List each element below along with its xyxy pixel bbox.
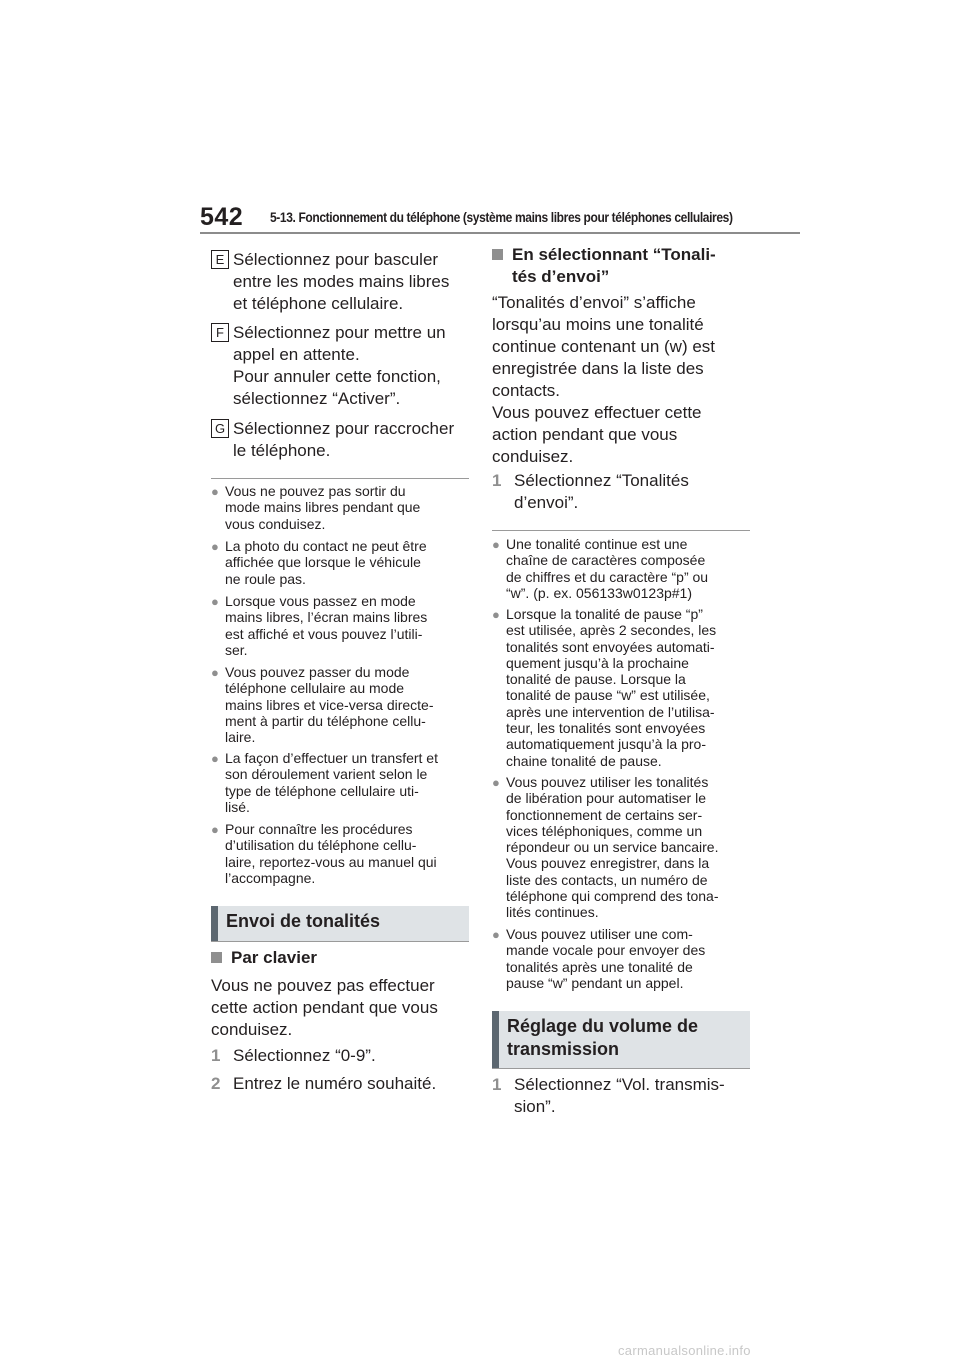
text-line: Vous pouvez passer du mode <box>225 664 410 680</box>
text-line: appel en attente. <box>233 345 360 364</box>
note-item <box>211 483 469 532</box>
text-line: La photo du contact ne peut être <box>225 538 427 554</box>
header-rule <box>200 232 800 234</box>
text-line: de chiffres et du caractère “p” ou <box>506 568 709 585</box>
step-number: 1 <box>211 1046 221 1065</box>
text-line: “Tonalités d’envoi” s’affiche <box>492 293 696 312</box>
text-line: conduisez. <box>492 447 574 466</box>
band-title-line: transmission <box>507 1039 620 1059</box>
step-number: 1 <box>492 1075 502 1094</box>
sub-heading-text: Par clavier <box>231 948 318 967</box>
letter-badge-f: F <box>211 323 229 342</box>
step-item <box>492 470 754 514</box>
text-line: liste des contacts, un numéro de <box>506 871 708 888</box>
text-line: Lorsque la tonalité de pause “p” <box>506 606 703 622</box>
text-line: conduisez. <box>211 1020 293 1039</box>
note-item <box>211 593 469 658</box>
text-line: tonalités après une tonalité de <box>506 958 693 975</box>
band-underline <box>211 941 469 942</box>
bullet-icon: ● <box>211 751 219 766</box>
text-line: lorsqu’au moins une tonalité <box>492 315 704 334</box>
item-f <box>211 322 473 414</box>
text-line: Vous ne pouvez pas sortir du <box>225 483 406 499</box>
notes-divider <box>211 478 469 479</box>
text-line: mande vocale pour envoyer des <box>506 942 706 959</box>
bullet-icon: ● <box>211 484 219 499</box>
letter-badge-e: E <box>211 250 229 269</box>
text-line: cette action pendant que vous <box>211 998 438 1017</box>
bullet-icon: ● <box>492 607 500 622</box>
text-line: téléphone cellulaire au mode <box>225 680 405 697</box>
text-line: continue contenant un (w) est <box>492 337 716 356</box>
text-line: Vous pouvez utiliser une com- <box>506 926 693 942</box>
text-line: mains libres et vice-versa directe- <box>225 696 434 713</box>
tonalites-paragraph <box>492 292 754 468</box>
text-line: vices téléphoniques, comme un <box>506 822 703 839</box>
step-item <box>211 1073 473 1095</box>
text-line: “w”. (p. ex. 056133w0123p#1) <box>506 584 692 601</box>
page-number: 542 <box>200 203 244 231</box>
item-e-text <box>233 249 473 315</box>
text-line: ne roule pas. <box>225 570 306 587</box>
text-line: Vous pouvez utiliser les tonalités <box>506 774 709 790</box>
text-line: type de téléphone cellulaire uti- <box>225 782 419 799</box>
section-band-envoi: Envoi de tonalités <box>211 906 469 941</box>
text-line: La façon d’effectuer un transfert et <box>225 750 438 766</box>
text-line: après une intervention de l’utilisa- <box>506 703 715 720</box>
section-header: 5-13. Fonctionnement du téléphone (système mains libres pour téléphones cellulaires) <box>270 209 733 225</box>
text-line: contacts. <box>492 381 561 400</box>
text-line: tonalité de pause “w” est utilisée, <box>506 687 710 704</box>
text-line: entre les modes mains libres <box>233 272 450 291</box>
text-line: Sélectionnez pour raccrocher <box>233 419 455 438</box>
item-g-text <box>233 418 473 462</box>
text-line: action pendant que vous <box>492 425 678 444</box>
text-line: Vous pouvez effectuer cette <box>492 403 702 422</box>
text-line: chaîne de caractères composée <box>506 552 706 569</box>
text-line: teur, les tonalités sont envoyées <box>506 720 706 737</box>
step-text <box>514 1074 725 1118</box>
band-underline <box>492 1068 750 1069</box>
text-line: est affiché et vous pouvez l’utili- <box>225 625 423 642</box>
text-line: Sélectionnez “Vol. transmis- <box>514 1075 725 1094</box>
watermark: carmanualsonline.info <box>618 1343 751 1358</box>
note-item <box>211 664 469 745</box>
par-clavier-paragraph <box>211 975 473 1041</box>
step-number: 1 <box>492 471 502 490</box>
text-line: lisé. <box>225 798 250 815</box>
square-bullet-icon <box>211 952 222 963</box>
text-line: Lorsque vous passez en mode <box>225 593 416 609</box>
step-number: 2 <box>211 1074 221 1093</box>
note-item <box>492 606 750 769</box>
text-line: d’utilisation du téléphone cellu- <box>225 837 417 854</box>
text-line: est utilisée, après 2 secondes, les <box>506 622 717 639</box>
bullet-icon: ● <box>492 927 500 942</box>
square-bullet-icon <box>492 249 503 260</box>
text-line: tonalité de pause. Lorsque la <box>506 671 686 688</box>
text-line: mains libres, l’écran mains libres <box>225 609 428 626</box>
text-line: tonalités sont envoyées automati- <box>506 638 715 655</box>
section-band-volume <box>492 1011 750 1068</box>
text-line: Vous pouvez enregistrer, dans la <box>506 855 710 872</box>
bullet-icon: ● <box>211 822 219 837</box>
note-item <box>492 536 750 601</box>
notes-divider <box>492 530 750 531</box>
note-item <box>492 774 750 921</box>
text-line: répondeur ou un service bancaire. <box>506 839 719 856</box>
text-line: ser. <box>225 641 248 658</box>
sub-heading-text <box>512 244 716 288</box>
text-line: Pour connaître les procédures <box>225 821 413 837</box>
bullet-icon: ● <box>211 594 219 609</box>
text-line: téléphone qui comprend des tona- <box>506 888 719 905</box>
text-line: laire, reportez-vous au manuel qui <box>225 853 437 870</box>
text-line: l’accompagne. <box>225 869 316 886</box>
letter-badge-g: G <box>211 419 229 438</box>
text-line: tés d’envoi” <box>512 267 610 286</box>
text-line: Vous ne pouvez pas effectuer <box>211 976 435 995</box>
text-line: quement jusqu’à la prochaine <box>506 654 689 671</box>
text-line: laire. <box>225 729 256 746</box>
step-text <box>514 470 689 514</box>
text-line: sélectionnez “Activer”. <box>233 389 401 408</box>
bullet-icon: ● <box>492 775 500 790</box>
step-item <box>492 1074 754 1118</box>
text-line: sion”. <box>514 1097 556 1116</box>
text-line: Sélectionnez “Tonalités <box>514 471 689 490</box>
text-line: automatiquement jusqu’à la pro- <box>506 736 707 753</box>
text-line: d’envoi”. <box>514 493 579 512</box>
bullet-icon: ● <box>211 539 219 554</box>
text-line: affichée que lorsque le véhicule <box>225 554 421 571</box>
text-line: pause “w” pendant un appel. <box>506 974 684 991</box>
item-f-text <box>233 322 473 410</box>
item-g <box>211 418 473 466</box>
text-line: Une tonalité continue est une <box>506 536 688 552</box>
step-text: Entrez le numéro souhaité. <box>233 1074 437 1093</box>
text-line: Sélectionnez pour basculer <box>233 250 439 269</box>
text-line: mode mains libres pendant que <box>225 499 421 516</box>
text-line: enregistrée dans la liste des <box>492 359 704 378</box>
text-line: ment à partir du téléphone cellu- <box>225 712 426 729</box>
text-line: Pour annuler cette fonction, <box>233 367 441 386</box>
note-item <box>211 750 469 815</box>
step-item <box>211 1045 473 1067</box>
item-e <box>211 249 473 319</box>
text-line: de libération pour automatiser le <box>506 790 707 807</box>
step-text: Sélectionnez “0-9”. <box>233 1046 376 1065</box>
text-line: En sélectionnant “Tonali- <box>512 245 716 264</box>
band-title-line: Réglage du volume de <box>507 1016 699 1036</box>
text-line: le téléphone. <box>233 441 331 460</box>
text-line: fonctionnement de certains ser- <box>506 806 703 823</box>
bullet-icon: ● <box>211 665 219 680</box>
text-line: lités continues. <box>506 904 599 921</box>
note-item <box>211 821 469 886</box>
text-line: chaine tonalité de pause. <box>506 752 662 769</box>
note-item <box>211 538 469 587</box>
bullet-icon: ● <box>492 537 500 552</box>
text-line: et téléphone cellulaire. <box>233 294 404 313</box>
text-line: son déroulement varient selon le <box>225 766 428 783</box>
note-item <box>492 926 750 991</box>
text-line: vous conduisez. <box>225 515 326 532</box>
text-line: Sélectionnez pour mettre un <box>233 323 446 342</box>
